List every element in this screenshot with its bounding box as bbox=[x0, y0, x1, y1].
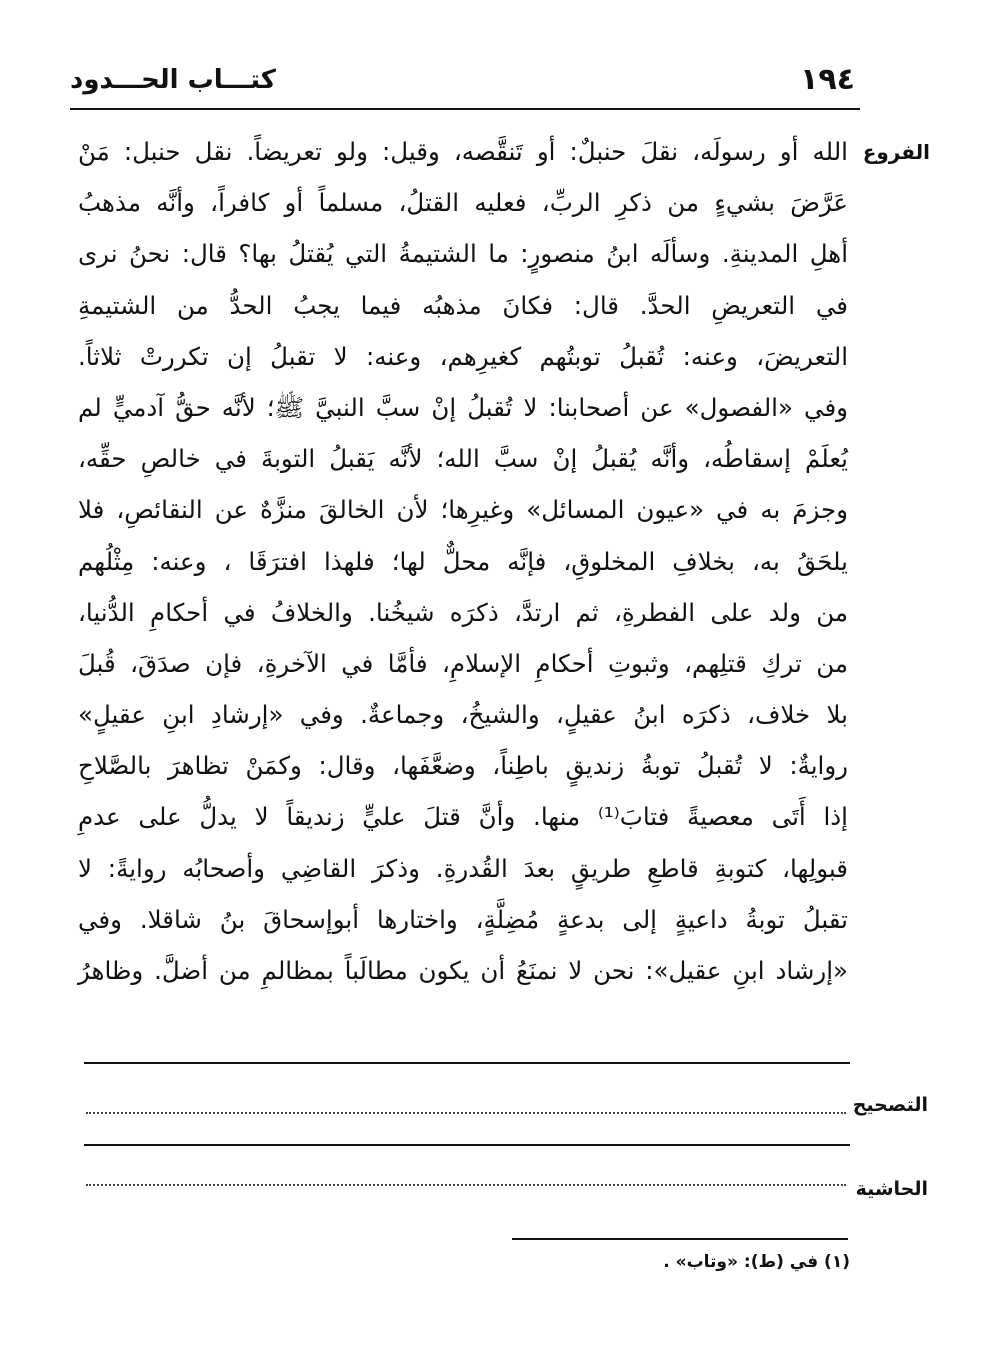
correction-label: التصحيح bbox=[852, 1094, 928, 1116]
text-line: في التعريضِ الحدَّ. قال: فكانَ مذهبُه فيما يجبُ الحدُّ من الشتيمةِ bbox=[78, 290, 848, 320]
text-line: بلا خلاف، ذكرَه ابنُ عقيلٍ، والشيخُ، وجماعةٌ. وفي «إرشادِ ابنِ عقيلٍ» bbox=[78, 700, 848, 730]
text-line: يلحَقُ به، بخلافِ المخلوقِ، فإنَّه محلٌّ لها؛ فلهذا افترَقَا ، وعنه: مِثْلُهم bbox=[78, 546, 848, 576]
text-line: إذا أَتَى معصيةً فتابَ⁽¹⁾ منها. وأنَّ قتلَ عليٍّ زنديقاً لا يدلُّ على عدمِ bbox=[78, 802, 848, 832]
header-rule bbox=[70, 108, 860, 110]
text-line: عَرَّضَ بشيءٍ من ذكرِ الربِّ، فعليه القتلُ، مسلماً أو كافراً، وأنَّه مذهبُ bbox=[78, 188, 848, 218]
text-line: «إرشاد ابنِ عقيل»: نحن لا نمنَعُ أن يكون مطالَباً بمظالمِ من أضلَّ. وظاهرُ bbox=[78, 956, 848, 985]
footnote-rule bbox=[512, 1238, 848, 1240]
text-line: أهلِ المدينةِ. وسألَه ابنُ منصورٍ: ما الشتيمةُ التي يُقتلُ بها؟ قال: نحنُ نرى bbox=[78, 239, 848, 269]
text-line: روايةٌ: لا تُقبلُ توبةُ زنديقٍ باطِناً، وضعَّفَها، وقال: وكمَنْ تظاهرَ بالصَّلاحِ bbox=[78, 751, 848, 781]
text-line: قبولِها، كتوبةِ قاطعِ طريقٍ بعدَ القُدرةِ. وذكرَ القاضِي وأصحابُه روايةً: لا bbox=[78, 853, 848, 883]
text-line: الله أو رسولَه، نقلَ حنبلٌ: أو تَنقَّصه، وقيل: ولو تعريضاً. نقل حنبل: مَنْ bbox=[78, 137, 848, 166]
page-header bbox=[70, 60, 855, 104]
notes-dotted-line bbox=[86, 1184, 846, 1186]
section-divider bbox=[84, 1144, 850, 1146]
correction-dotted-line bbox=[86, 1112, 846, 1114]
text-line: من ولد على الفطرةِ، ثم ارتدَّ، ذكرَه شيخُنا. والخلافُ في أحكامِ الدُّنيا، bbox=[78, 597, 848, 627]
text-line: من تركِ قتلِهم، وثبوتِ أحكامِ الإسلامِ، فأمَّا في الآخرةِ، فإن صدَقَ، قُبلَ bbox=[78, 648, 848, 678]
text-line: يُعلَمْ إسقاطُه، وأنَّه يُقبلُ إنْ سبَّ الله؛ لأنَّه يَقبلُ التوبةَ في خالصِ حقِّه، bbox=[78, 444, 848, 474]
page-number: ١٩٤ bbox=[800, 62, 855, 97]
margin-source-label: الفروع bbox=[862, 140, 930, 164]
text-line: تقبلُ توبةُ داعيةٍ إلى بدعةٍ مُضِلَّةٍ، واختارها أبوإسحاقَ بنُ شاقلا. وفي bbox=[78, 904, 848, 934]
text-line: التعريضَ، وعنه: تُقبلُ توبتُهم كغيرِهم، وعنه: لا تقبلُ إن تكررتْ ثلاثاً. bbox=[78, 341, 848, 371]
text-line: وجزمَ به في «عيون المسائل» وغيرِها؛ لأن الخالقَ منزَّهٌ عن النقائصِ، فلا bbox=[78, 495, 848, 525]
footnote: (١) في (ط): «وتاب» . bbox=[663, 1252, 850, 1272]
main-text-block bbox=[78, 126, 848, 996]
section-divider bbox=[84, 1062, 850, 1064]
text-line: وفي «الفصول» عن أصحابنا: لا تُقبلُ إنْ سبَّ النبيَّ ﷺ؛ لأنَّه حقُّ آدميٍّ لم bbox=[78, 392, 848, 422]
book-title: كتـــاب الحـــدود bbox=[70, 65, 276, 95]
notes-label: الحاشية bbox=[855, 1178, 928, 1200]
